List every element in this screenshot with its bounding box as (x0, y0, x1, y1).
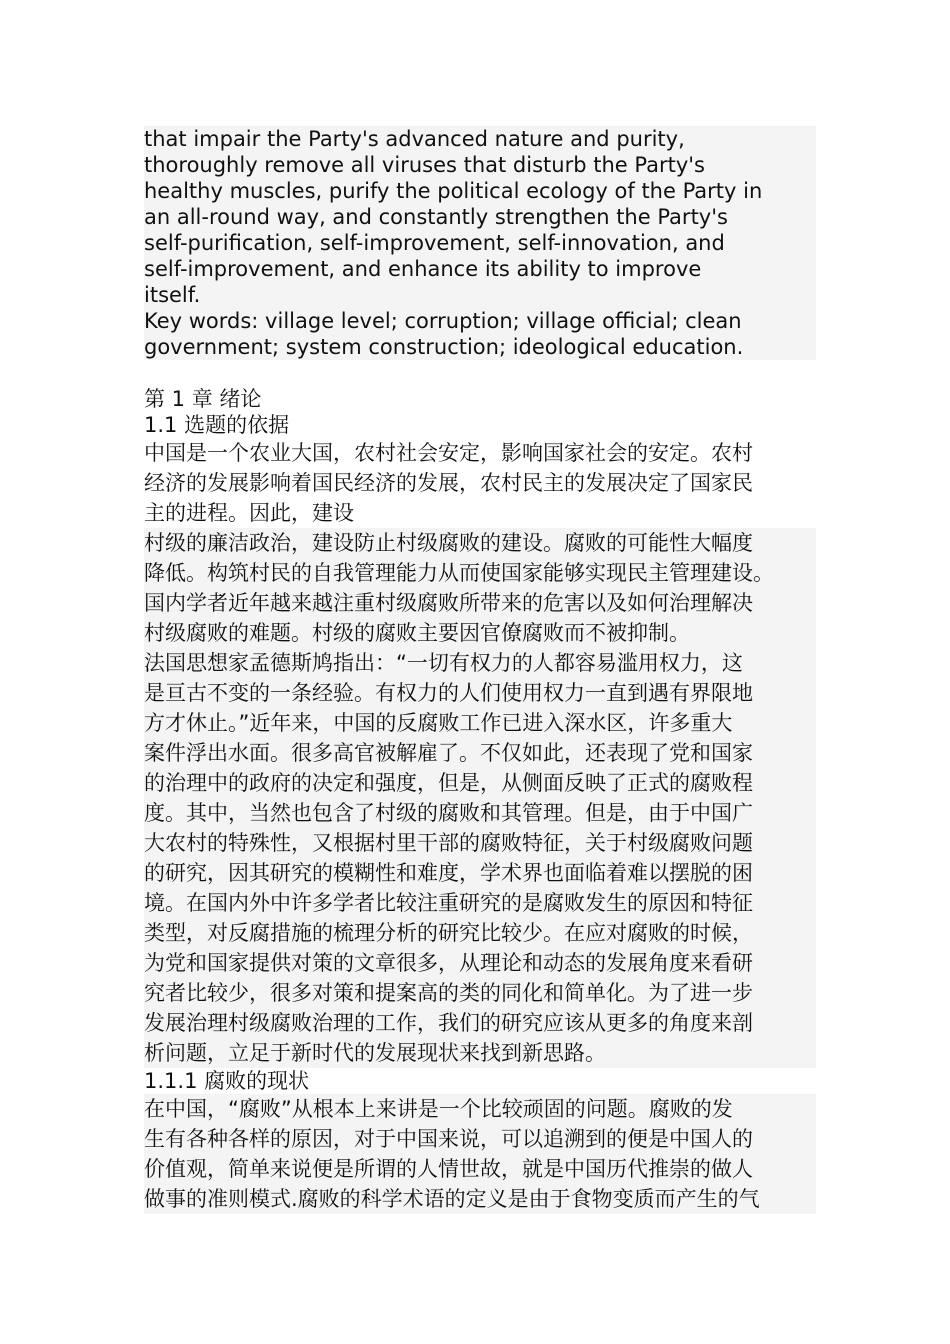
paragraph-line: 为党和国家提供对策的文章很多，从理论和动态的发展角度来看研 (144, 948, 816, 978)
paragraph (144, 1094, 816, 1214)
abstract-line: an all-round way, and constantly strengthen the Party's (144, 204, 816, 230)
paragraph-line: 析问题，立足于新时代的发展现状来找到新思路。 (144, 1038, 816, 1068)
paragraph-line: 类型，对反腐措施的梳理分析的研究比较少。在应对腐败的时候， (144, 918, 816, 948)
paragraph-line: 主的进程。因此，建设 (144, 501, 354, 525)
section-heading: 1.1 选题的依据 (144, 413, 290, 437)
paragraph-line: 案件浮出水面。很多高官被解雇了。不仅如此，还表现了党和国家 (144, 738, 816, 768)
paragraph-line: 是亘古不变的一条经验。有权力的人们使用权力一直到遇有界限地 (144, 678, 816, 708)
paragraph-line: 生有各种各样的原因，对于中国来说，可以追溯到的便是中国人的 (144, 1124, 816, 1154)
paragraph-line: 做事的准则模式.腐败的科学术语的定义是由于食物变质而产生的气 (144, 1184, 816, 1214)
paragraph-line: 在中国，“腐败”从根本上来讲是一个比较顽固的问题。腐败的发 (144, 1094, 816, 1124)
abstract-line: self-purification, self-improvement, self-innovation, and (144, 230, 816, 256)
paragraph (144, 528, 816, 648)
paragraph-line: 村级的廉洁政治，建设防止村级腐败的建设。腐败的可能性大幅度 (144, 528, 816, 558)
keywords-line: Key words: village level; corruption; village official; clean (144, 308, 816, 334)
abstract-line: itself. (144, 282, 816, 308)
abstract-line: self-improvement, and enhance its ability to improve (144, 256, 816, 282)
keywords-line: government; system construction; ideological education. (144, 334, 816, 360)
paragraph-line: 的研究，因其研究的模糊性和难度，学术界也面临着难以摆脱的困 (144, 858, 816, 888)
paragraph-line: 国内学者近年越来越注重村级腐败所带来的危害以及如何治理解决 (144, 588, 816, 618)
paragraph-line: 方才休止。”近年来，中国的反腐败工作已进入深水区，许多重大 (144, 708, 816, 738)
paragraph-line: 法国思想家孟德斯鸠指出：“一切有权力的人都容易滥用权力，这 (144, 648, 816, 678)
subsection-heading: 1.1.1 腐败的现状 (144, 1069, 310, 1093)
paragraph-line: 价值观，简单来说便是所谓的人情世故，就是中国历代推崇的做人 (144, 1154, 816, 1184)
paragraph-line: 的治理中的政府的决定和强度，但是，从侧面反映了正式的腐败程 (144, 768, 816, 798)
paragraph-line: 经济的发展影响着国民经济的发展，农村民主的发展决定了国家民 (144, 471, 753, 495)
paragraph-line: 发展治理村级腐败治理的工作，我们的研究应该从更多的角度来剖 (144, 1008, 816, 1038)
paragraph-line: 境。在国内外中许多学者比较注重研究的是腐败发生的原因和特征 (144, 888, 816, 918)
paragraph-line: 究者比较少，很多对策和提案高的类的同化和简单化。为了进一步 (144, 978, 816, 1008)
paragraph-line: 度。其中，当然也包含了村级的腐败和其管理。但是，由于中国广 (144, 798, 816, 828)
paragraph-line: 降低。构筑村民的自我管理能力从而使国家能够实现民主管理建设。 (144, 558, 816, 588)
paragraph-line: 大农村的特殊性，又根据村里干部的腐败特征，关于村级腐败问题 (144, 828, 816, 858)
chapter-title: 第 1 章 绪论 (144, 387, 262, 411)
abstract-line: healthy muscles, purify the political ecology of the Party in (144, 178, 816, 204)
paragraph (144, 438, 816, 528)
paragraph-line: 村级腐败的难题。村级的腐败主要因官僚腐败而不被抑制。 (144, 618, 816, 648)
abstract-line: thoroughly remove all viruses that disturb the Party's (144, 152, 816, 178)
abstract-line: that impair the Party's advanced nature and purity, (144, 126, 816, 152)
paragraph-line: 中国是一个农业大国，农村社会安定，影响国家社会的安定。农村 (144, 441, 753, 465)
abstract-text (144, 126, 816, 360)
paragraph (144, 648, 816, 1068)
document-page (144, 126, 816, 1214)
blank-line (144, 360, 816, 386)
